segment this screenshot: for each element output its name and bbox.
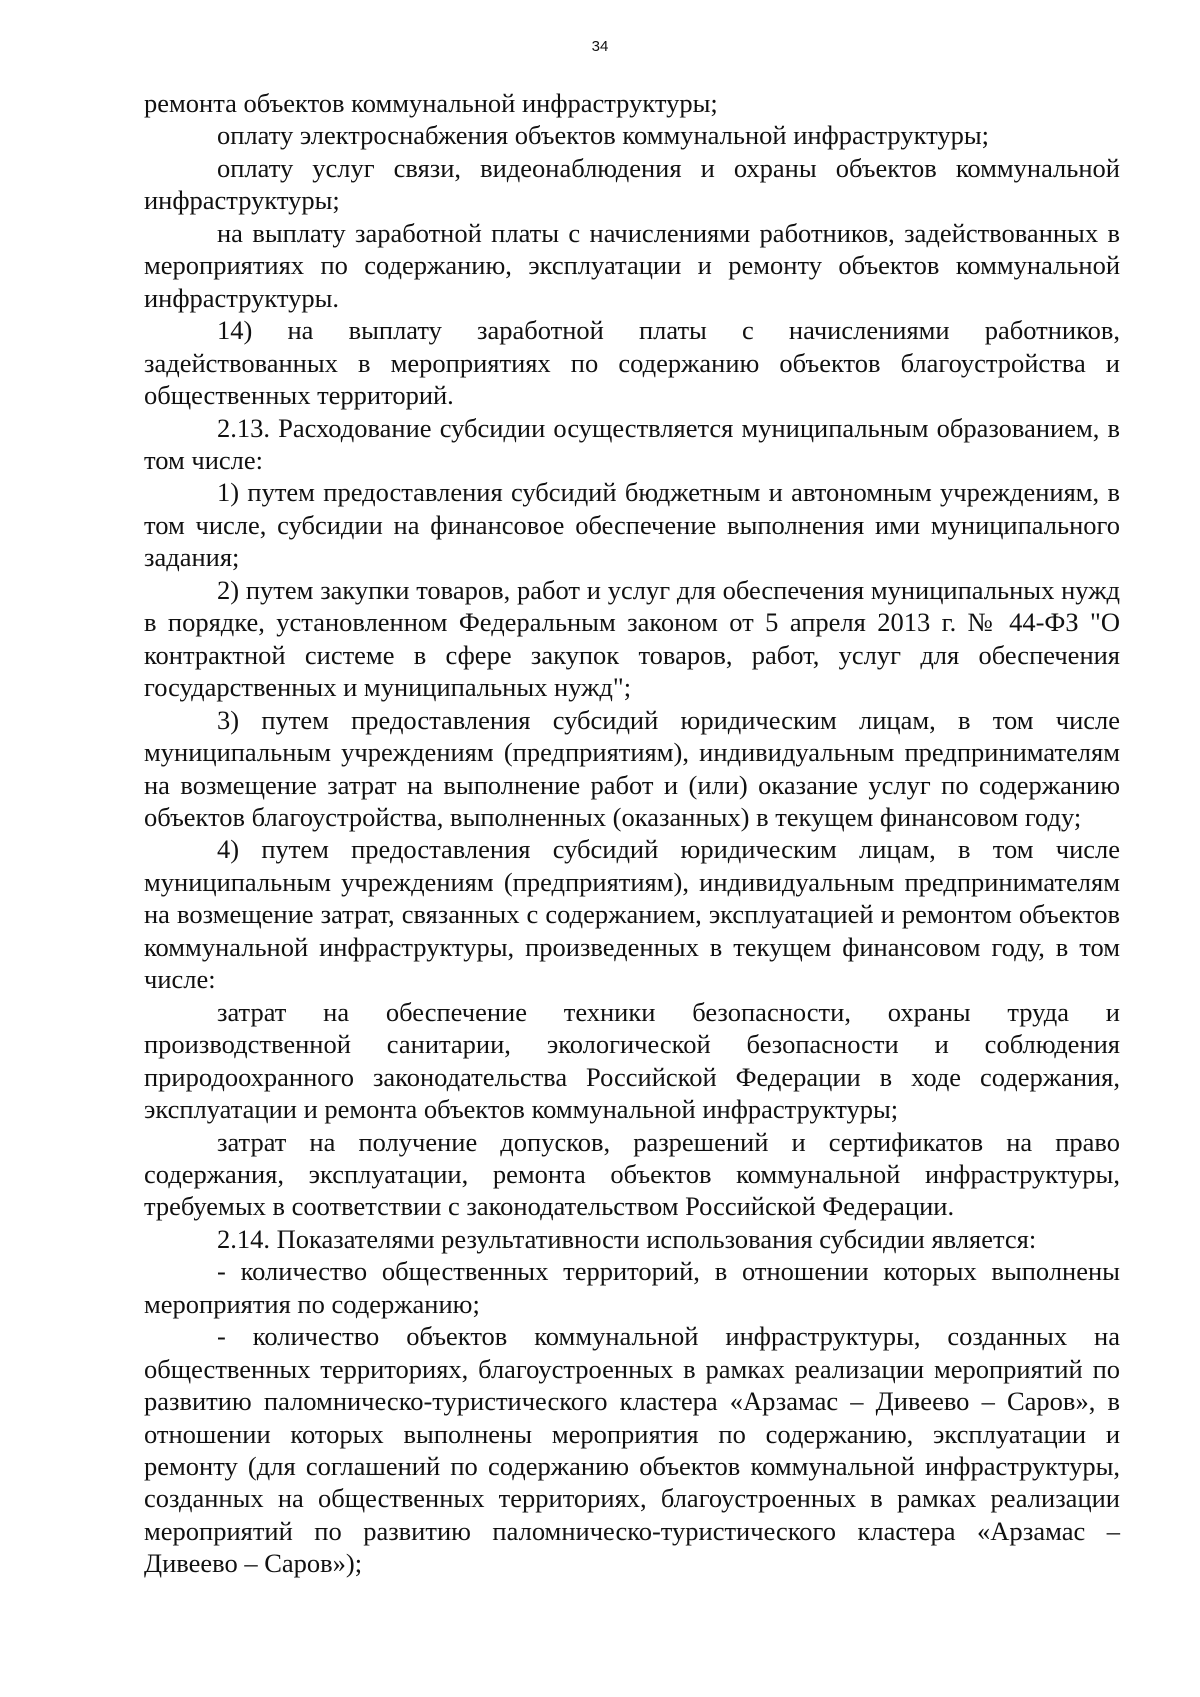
list-item: 4) путем предоставления субсидий юридическим лицам, в том числе муниципальным учреждениям (предприятиям), индивидуальным предпринимателям на возмещение затрат, связанных с содержанием, эксплуатацией и ремонтом объектов коммунальной инфраструктуры, произведенных в текущем финансовом году, в том числе: [144, 834, 1120, 995]
paragraph: на выплату заработной платы с начислениями работников, задействованных в мероприятиях по содержанию, эксплуатации и ремонту объектов коммунальной инфраструктуры. [144, 217, 1120, 313]
section-heading-paragraph: 2.13. Расходование субсидии осуществляется муниципальным образованием, в том числе: [144, 412, 1120, 475]
paragraph: затрат на обеспечение техники безопасности, охраны труда и производственной санитарии, экологической безопасности и соблюдения природоохранного законодательства Российской Федерации в ходе содержания, эксплуатации и ремонта объектов коммунальной инфраструктуры; [144, 996, 1120, 1125]
paragraph: ремонта объектов коммунальной инфраструктуры; [144, 88, 718, 118]
list-item: 1) путем предоставления субсидий бюджетным и автономным учреждениям, в том числе, субсидии на финансовое обеспечение выполнения ими муниципального задания; [144, 477, 1120, 573]
document-body [144, 87, 1120, 1580]
list-item: 3) путем предоставления субсидий юридическим лицам, в том числе муниципальным учреждениям (предприятиям), индивидуальным предпринимателям на возмещение затрат на выполнение работ и (или) оказание услуг по содержанию объектов благоустройства, выполненных (оказанных) в текущем финансовом году; [144, 704, 1120, 832]
list-item: 2) путем закупки товаров, работ и услуг для обеспечения муниципальных нужд в порядке, установленном Федеральным законом от 5 апреля 2013 г. № 44-ФЗ "О контрактной системе в сфере закупок товаров, работ, услуг для обеспечения государственных и муниципальных нужд"; [144, 574, 1120, 703]
paragraph: оплату электроснабжения объектов коммунальной инфраструктуры; [217, 120, 989, 151]
list-item: - количество объектов коммунальной инфраструктуры, созданных на общественных территориях, благоустроенных в рамках реализации мероприятий по развитию паломническо-туристического кластера «Арзамас – Дивеево – Саров», в отношении которых выполнены мероприятия по содержанию, эксплуатации и ремонту (для соглашений по содержанию объектов коммунальной инфраструктуры, созданных на общественных территориях, благоустроенных в рамках реализации мероприятий по развитию паломническо-туристического кластера «Арзамас – Дивеево – Саров»); [144, 1321, 1120, 1579]
paragraph: 14) на выплату заработной платы с начислениями работников, задействованных в мероприятиях по содержанию объектов благоустройства и общественных территорий. [144, 315, 1120, 411]
list-item: - количество общественных территорий, в отношении которых выполнены мероприятия по содержанию; [144, 1256, 1120, 1319]
page-number: 34 [591, 38, 609, 55]
paragraph: затрат на получение допусков, разрешений и сертификатов на право содержания, эксплуатации, ремонта объектов коммунальной инфраструктуры, требуемых в соответствии с законодательством Российской Федерации. [144, 1126, 1120, 1222]
paragraph: оплату услуг связи, видеонаблюдения и охраны объектов коммунальной инфраструктуры; [144, 152, 1120, 216]
section-heading-paragraph: 2.14. Показателями результативности использования субсидии является: [217, 1223, 1037, 1254]
